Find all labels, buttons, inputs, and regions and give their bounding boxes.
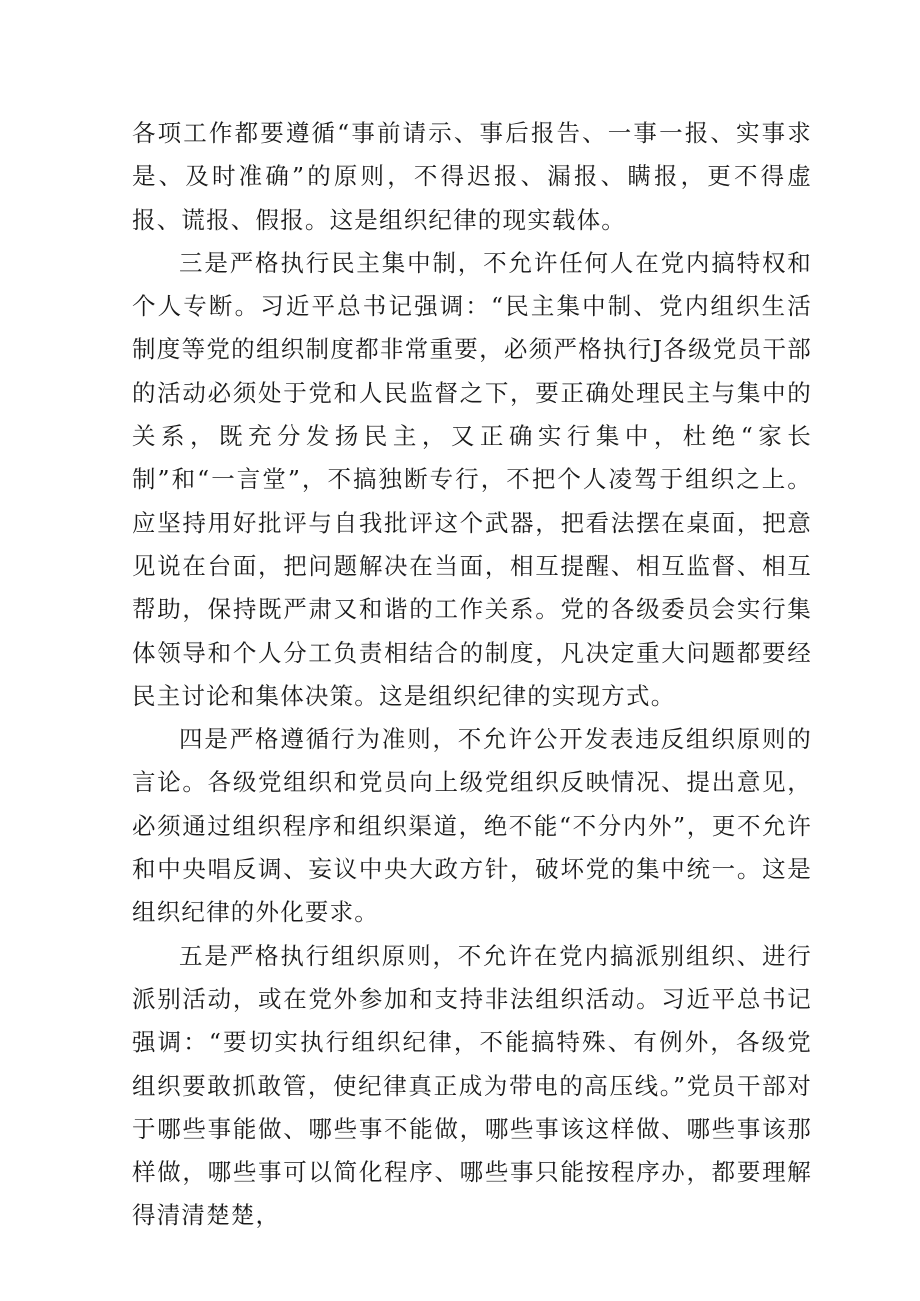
paragraph-1: 各项工作都要遵循“事前请示、事后报告、一事一报、实事求是、及时准确”的原则，不得迟报、漏报、瞒报，更不得虚报、谎报、假报。这是组织纪律的现实载体。	[132, 119, 812, 234]
document-body	[132, 112, 812, 1238]
paragraph-4: 五是严格执行组织原则，不允许在党内搞派别组织、进行派别活动，或在党外参加和支持非法组织活动。习近平总书记强调：“要切实执行组织纪律，不能搞特殊、有例外，各级党组织要敢抓敢管，使纪律真正成为带电的高压线。”党员干部对于哪些事能做、哪些事不能做，哪些事该这样做、哪些事该那样做，哪些事可以简化程序、哪些事只能按程序办，都要理解得清清楚楚，	[132, 941, 812, 1230]
paragraph-3: 四是严格遵循行为准则，不允许公开发表违反组织原则的言论。各级党组织和党员向上级党组织反映情况、提出意见，必须通过组织程序和组织渠道，绝不能“不分内外”，更不允许和中央唱反调、妄议中央大政方针，破坏党的集中统一。这是组织纪律的外化要求。	[132, 725, 812, 927]
paragraph-2: 三是严格执行民主集中制，不允许任何人在党内搞特权和个人专断。习近平总书记强调：“民主集中制、党内组织生活制度等党的组织制度都非常重要，必须严格执行J各级党员干部的活动必须处于党和人民监督之下，要正确处理民主与集中的关系，既充分发扬民主，又正确实行集中，杜绝“家长制”和“一言堂”，不搞独断专行，不把个人凌驾于组织之上。应坚持用好批评与自我批评这个武器，把看法摆在桌面，把意见说在台面，把问题解决在当面，相互提醒、相互监督、相互帮助，保持既严肃又和谐的工作关系。党的各级委员会实行集体领导和个人分工负责相结合的制度，凡决定重大问题都要经民主讨论和集体决策。这是组织纪律的实现方式。	[132, 248, 812, 710]
